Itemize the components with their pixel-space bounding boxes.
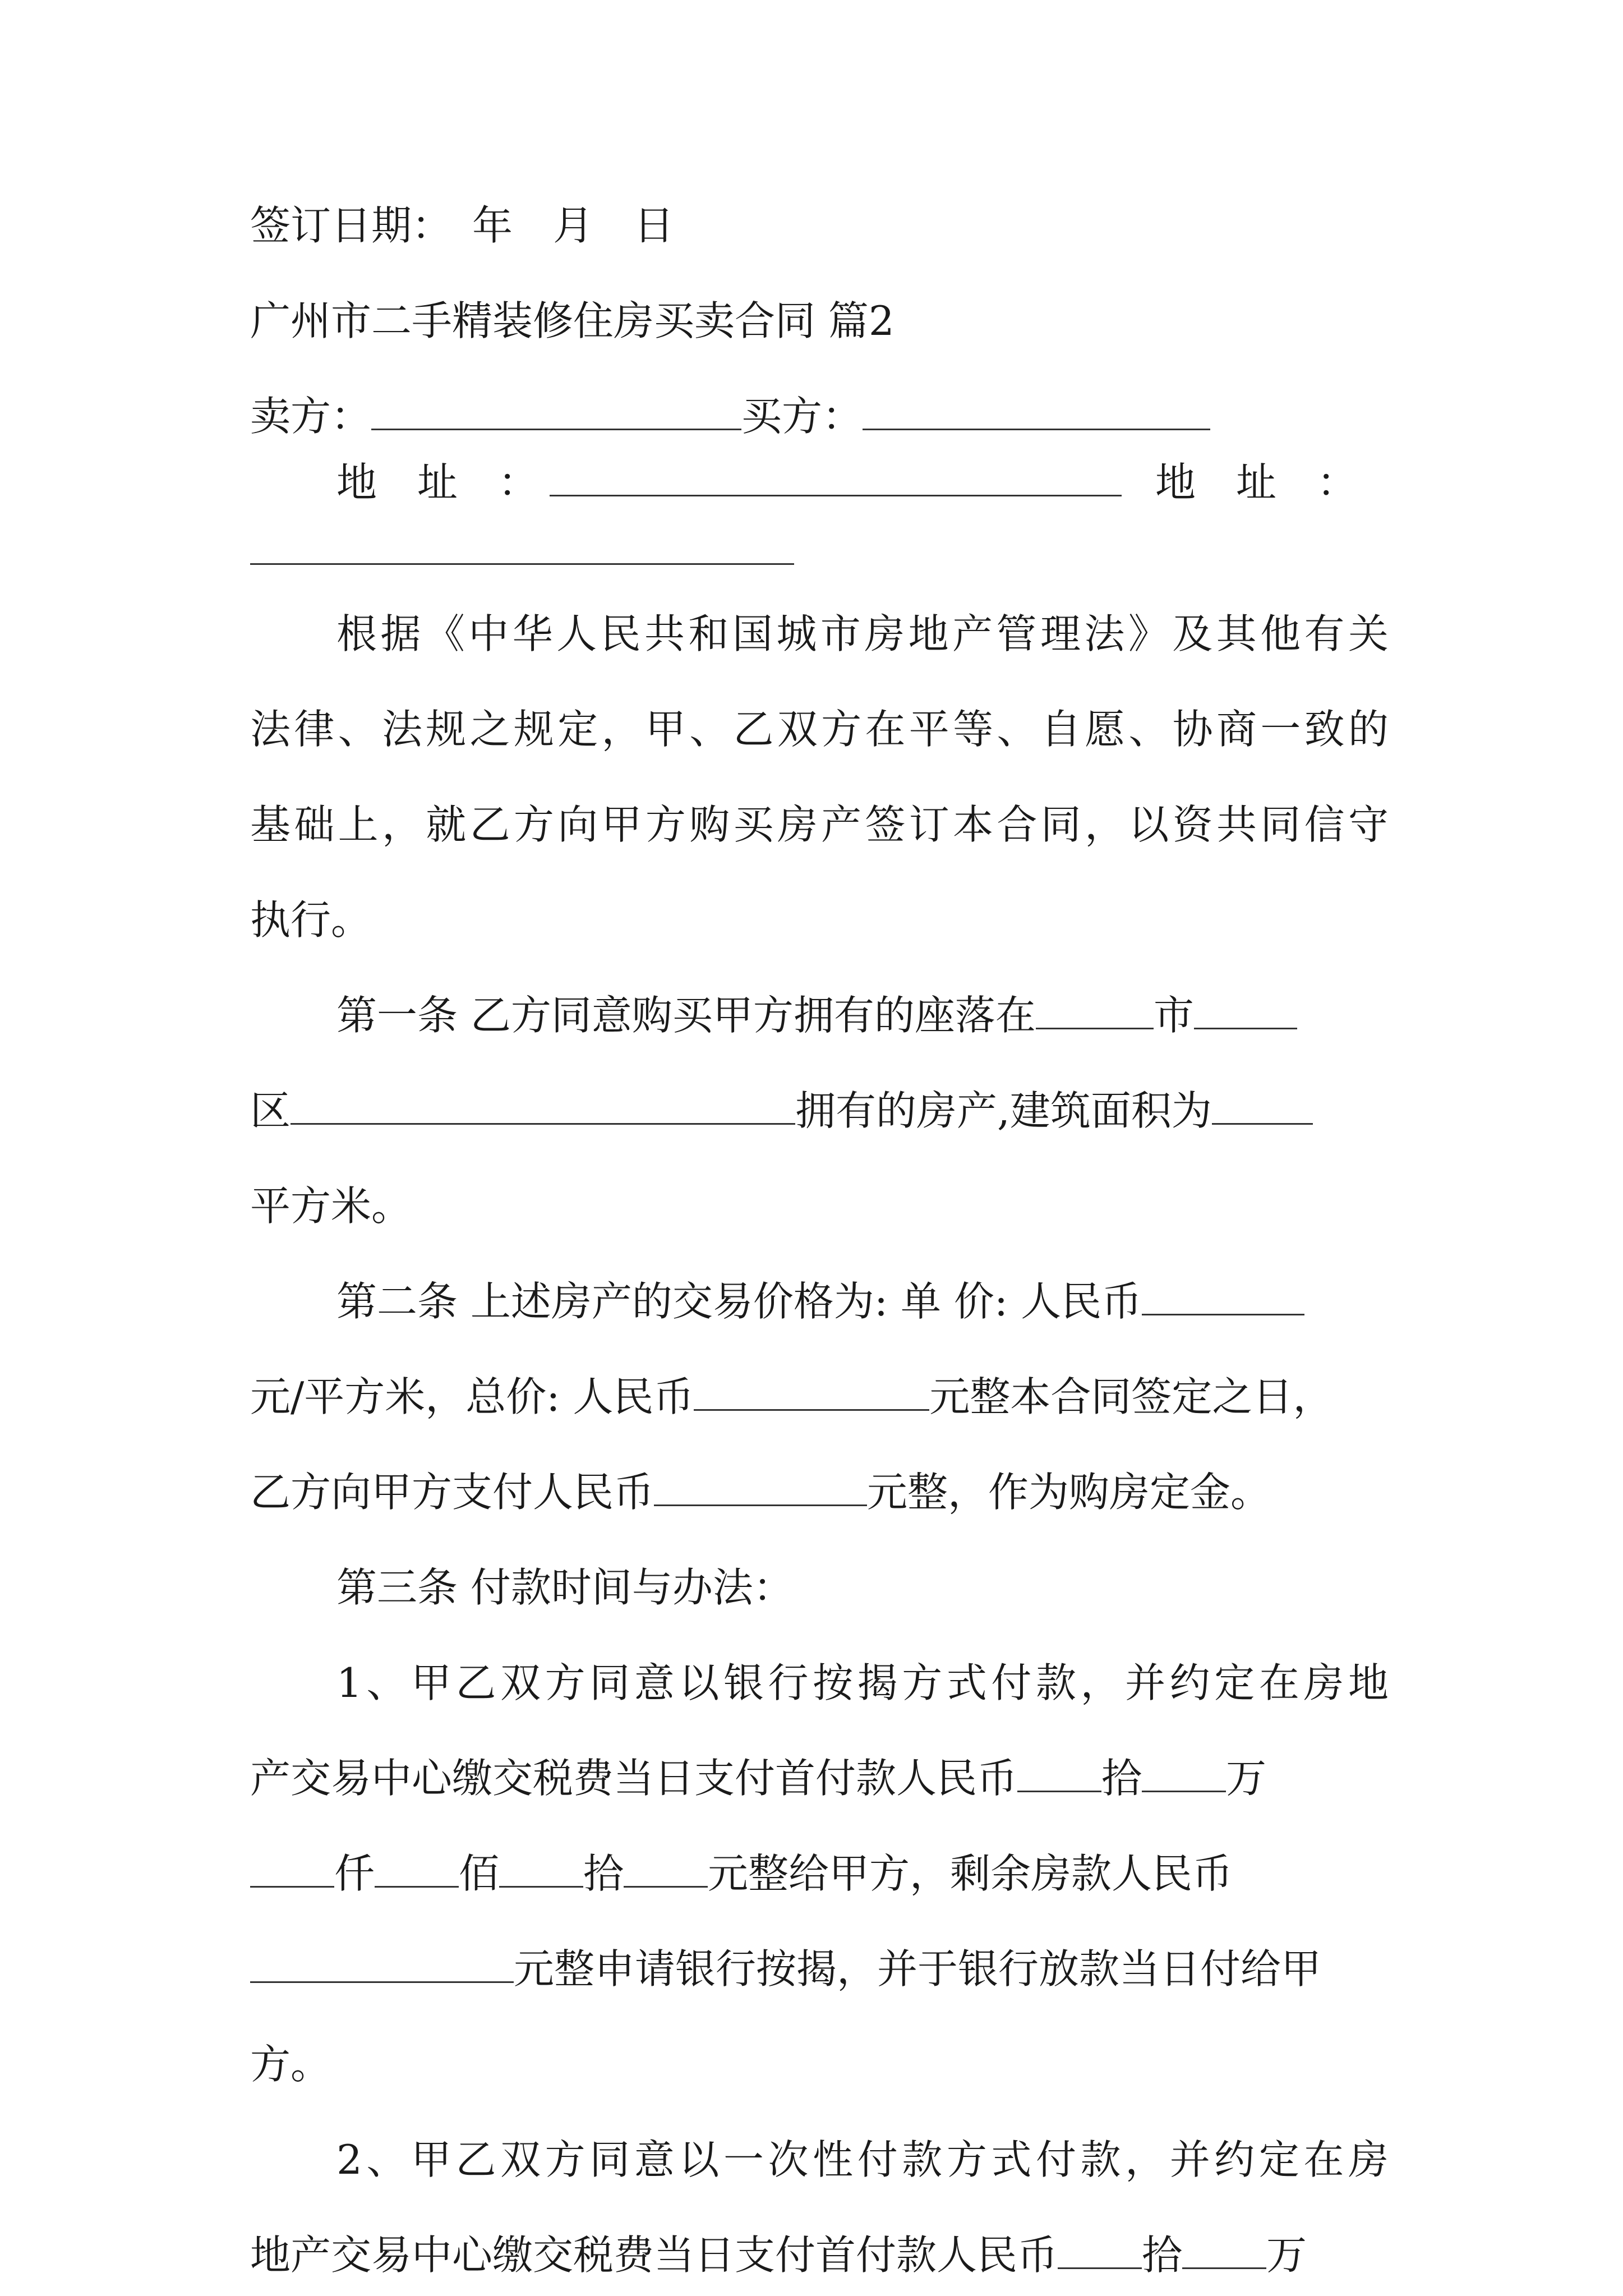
p1-shi: 拾: [1101, 1755, 1142, 1802]
article2-signing-text: 元整本合同签定之日，: [929, 1373, 1334, 1420]
article1-area-text: 拥有的房产,建筑面积为: [795, 1087, 1212, 1134]
buyer-blank[interactable]: [863, 392, 1210, 430]
p1-blank[interactable]: [499, 1849, 583, 1888]
p2-blank[interactable]: [1182, 2230, 1266, 2269]
seller-address-label: 地 址 ：: [336, 459, 539, 506]
preamble-line: 根据《中华人民共和国城市房地产管理法》及其他有关: [336, 610, 1389, 657]
p1-remaining-text: 元整给甲方，剩余房款人民币: [708, 1850, 1233, 1897]
p2-shi: 拾: [1142, 2231, 1183, 2279]
article1-line3: 平方米。: [250, 1182, 412, 1230]
area-blank[interactable]: [1212, 1086, 1313, 1125]
p1-blank[interactable]: [1142, 1754, 1226, 1792]
article3-p1-line4: [250, 1941, 1389, 1997]
p1-blank[interactable]: [375, 1849, 459, 1888]
total-price-blank[interactable]: [694, 1372, 929, 1411]
article1-text: 第一条 乙方同意购买甲方拥有的座落在: [336, 992, 1036, 1039]
article3-p1-line5: 方。: [250, 2041, 331, 2088]
article1-district: 区: [250, 1087, 291, 1134]
document-title: 广州市二手精装修住房买卖合同 篇2: [250, 297, 895, 344]
p1-down-payment-text: 产交易中心缴交税费当日支付首付款人民币: [250, 1755, 1018, 1802]
article3-p1-line1: 1、甲乙双方同意以银行按揭方式付款，并约定在房地: [336, 1659, 1389, 1706]
p1-mortgage-text: 元整申请银行按揭，并于银行放款当日付给甲: [514, 1945, 1322, 1993]
article2-line3: [250, 1464, 1389, 1520]
p1-blank[interactable]: [624, 1849, 708, 1888]
article2-deposit-end: 元整，作为购房定金。: [867, 1469, 1271, 1516]
buyer-label: 买方：: [741, 393, 863, 440]
article2-deposit-text: 乙方向甲方支付人民币: [250, 1469, 654, 1516]
p2-wan: 万: [1266, 2231, 1307, 2279]
seller-label: 卖方：: [250, 393, 372, 440]
buyer-address-blank[interactable]: [250, 563, 794, 565]
preamble-line: 法律、法规之规定，甲、乙双方在平等、自愿、协商一致的: [250, 706, 1389, 753]
district-blank[interactable]: [1194, 991, 1297, 1029]
seller-blank[interactable]: [371, 392, 741, 430]
sign-date: 签订日期： 年 月 日: [250, 202, 675, 249]
article3-p1-line3: [250, 1846, 1389, 1902]
article3-p2-line1: 2、甲乙双方同意以一次性付款方式付款，并约定在房: [336, 2136, 1389, 2183]
buyer-address-label: 地 址 ：: [1155, 459, 1358, 506]
unit-price-blank[interactable]: [1142, 1277, 1304, 1315]
p1-qian: 仟: [334, 1850, 375, 1897]
p2-down-payment-text: 地产交易中心缴交税费当日支付首付款人民币: [250, 2231, 1058, 2279]
article2-total-text: 元/平方米，总价: 人民币: [250, 1373, 694, 1420]
address-row: [336, 454, 1391, 510]
preamble-line: 执行。: [250, 896, 372, 944]
article2-line1: [250, 1273, 1389, 1329]
article2-line2: [250, 1369, 1389, 1425]
city-blank[interactable]: [1036, 991, 1154, 1029]
deposit-blank[interactable]: [654, 1467, 867, 1506]
p1-blank[interactable]: [1017, 1754, 1101, 1792]
article1-line2: [250, 1083, 1389, 1139]
p1-bai: 佰: [459, 1850, 500, 1897]
p1-remaining-blank[interactable]: [250, 1944, 514, 1983]
parties-row: [250, 388, 1389, 444]
article3-p2-line2: [250, 2227, 1389, 2283]
article3-p1-line2: [250, 1750, 1389, 1806]
p1-wan: 万: [1226, 1755, 1267, 1802]
article1-line1: [250, 987, 1389, 1043]
article1-city: 市: [1153, 992, 1194, 1039]
seller-address-blank[interactable]: [550, 458, 1122, 496]
p1-shi2: 拾: [583, 1850, 624, 1897]
article2-text: 第二条 上述房产的交易价格为: 单 价: 人民币: [336, 1278, 1142, 1325]
location-blank[interactable]: [291, 1086, 795, 1125]
preamble-line: 基础上，就乙方向甲方购买房产签订本合同，以资共同信守: [250, 801, 1389, 848]
p1-blank[interactable]: [250, 1849, 334, 1888]
article3-title: 第三条 付款时间与办法：: [336, 1564, 794, 1611]
p2-blank[interactable]: [1058, 2230, 1142, 2269]
